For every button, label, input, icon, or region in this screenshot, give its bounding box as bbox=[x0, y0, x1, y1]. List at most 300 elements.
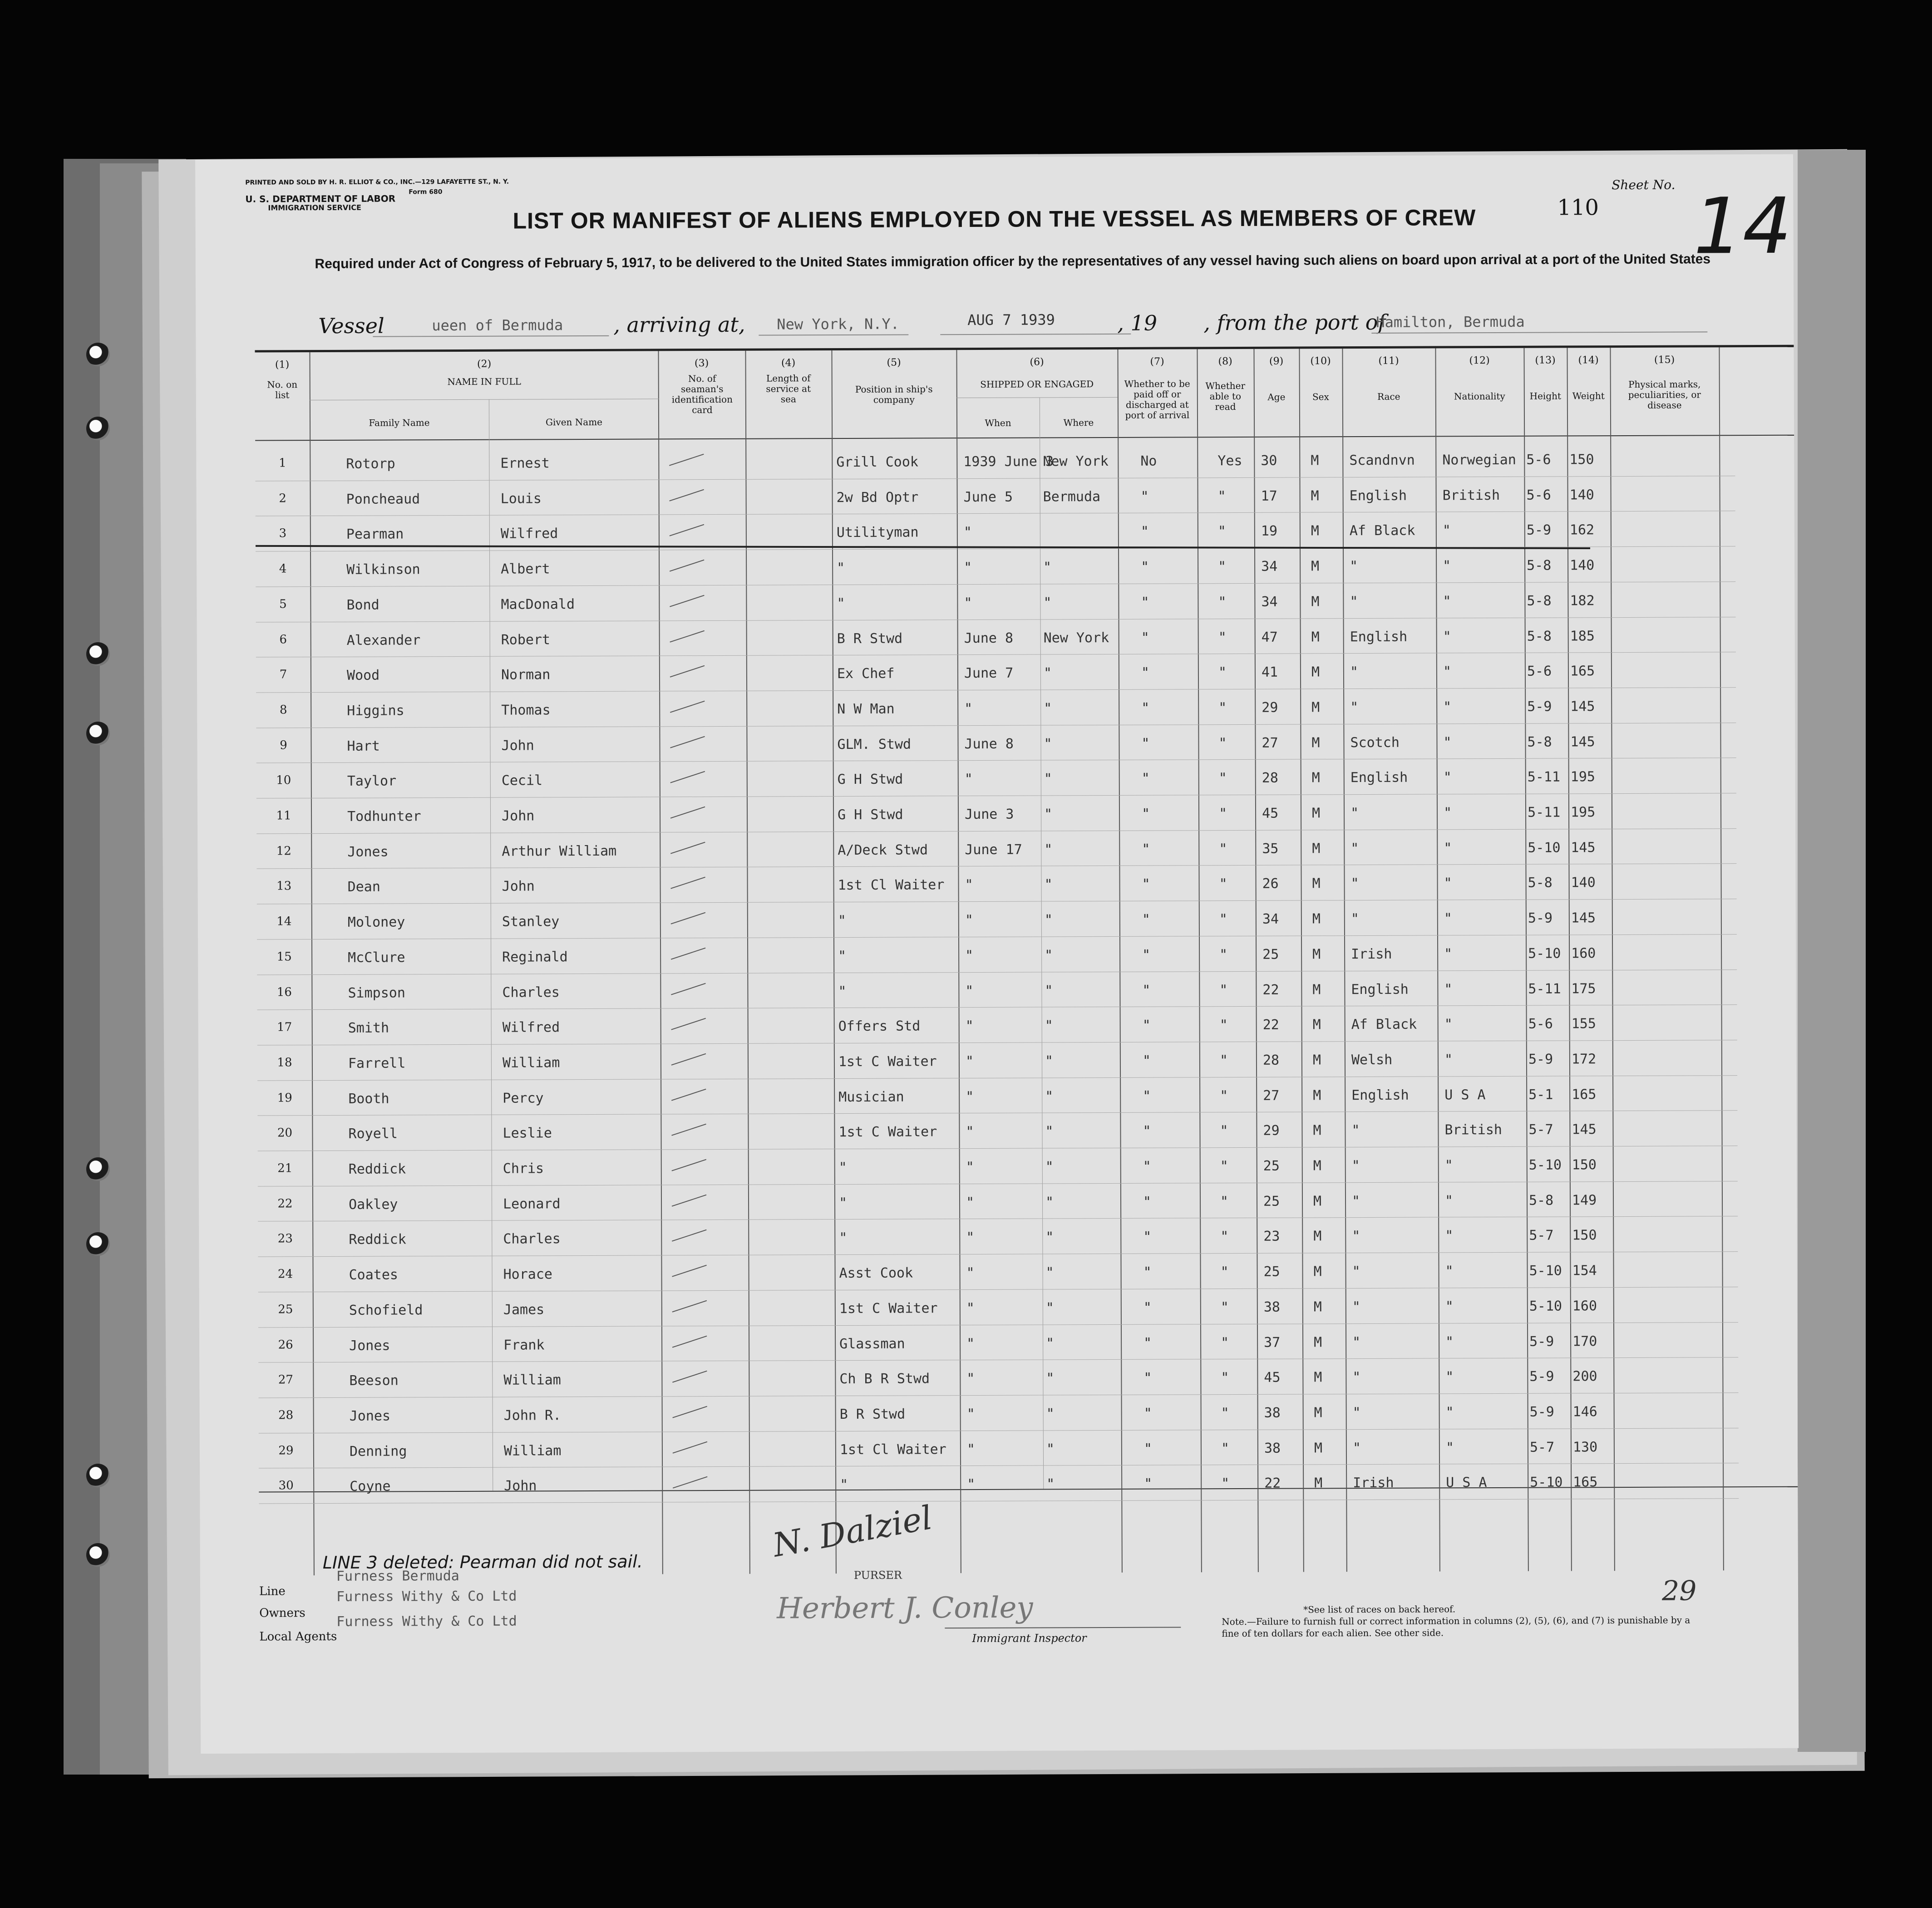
col-7-number: (7) bbox=[1150, 356, 1164, 368]
id-card-dash bbox=[672, 1300, 707, 1313]
cell-n: 14 bbox=[276, 915, 292, 929]
cell-age: 37 bbox=[1264, 1334, 1281, 1351]
cell-n: 23 bbox=[277, 1232, 293, 1246]
cell-family: Coates bbox=[349, 1267, 399, 1283]
cell-weight: 150 bbox=[1572, 1157, 1597, 1173]
cell-n: 19 bbox=[277, 1091, 292, 1105]
printer-line: PRINTED AND SOLD BY H. R. ELLIOT & CO., INC.—129 LAFAYETTE ST., N. Y. bbox=[245, 178, 509, 187]
id-card-dash bbox=[670, 630, 705, 642]
cell-when: June 8 bbox=[964, 736, 1014, 752]
arrival-underline bbox=[759, 334, 908, 336]
cell-where: " bbox=[1044, 876, 1053, 893]
cell-given: Albert bbox=[501, 561, 550, 577]
cell-race: " bbox=[1352, 1404, 1361, 1421]
cell-paid: " bbox=[1142, 911, 1150, 928]
where-header: Where bbox=[1063, 417, 1094, 428]
cell-when: " bbox=[966, 1441, 976, 1457]
cell-given: Stanley bbox=[502, 914, 560, 930]
cell-given: Wilfred bbox=[502, 1019, 560, 1036]
cell-paid: " bbox=[1143, 1441, 1153, 1457]
cell-n: 30 bbox=[278, 1479, 294, 1493]
col-11-header: Race bbox=[1377, 391, 1400, 402]
cell-where: " bbox=[1044, 806, 1053, 822]
cell-height: 5-7 bbox=[1529, 1439, 1555, 1456]
cell-nationality: " bbox=[1442, 522, 1451, 539]
cell-read: " bbox=[1220, 1087, 1228, 1104]
shipped-subheader-rule bbox=[956, 397, 1118, 398]
when-header: When bbox=[985, 417, 1011, 428]
cell-given: Horace bbox=[503, 1266, 553, 1283]
cell-family: Taylor bbox=[347, 773, 397, 790]
id-card-dash bbox=[669, 489, 704, 501]
cell-sex: M bbox=[1311, 523, 1319, 539]
cell-sex: M bbox=[1311, 805, 1321, 821]
cell-weight: 160 bbox=[1571, 945, 1596, 962]
cell-nationality: " bbox=[1443, 593, 1451, 610]
deletion-note: LINE 3 deleted: Pearman did not sail. bbox=[322, 1551, 643, 1573]
cell-paid: " bbox=[1141, 700, 1150, 716]
cell-age: 34 bbox=[1261, 594, 1278, 610]
cell-nationality: " bbox=[1444, 946, 1453, 962]
cell-paid: " bbox=[1142, 1017, 1151, 1033]
cell-n: 7 bbox=[279, 668, 287, 682]
cell-read: " bbox=[1219, 946, 1228, 963]
cell-weight: 145 bbox=[1572, 1121, 1597, 1138]
col-2-number: (2) bbox=[477, 358, 492, 370]
cell-sex: M bbox=[1312, 1052, 1321, 1068]
cell-when: " bbox=[965, 1018, 974, 1034]
cell-read: " bbox=[1218, 735, 1227, 751]
cell-paid: " bbox=[1141, 770, 1150, 787]
table-row bbox=[196, 441, 1676, 481]
cell-height: 5-10 bbox=[1529, 1263, 1562, 1279]
cell-when: " bbox=[965, 912, 973, 929]
col-9-number: (9) bbox=[1269, 355, 1284, 367]
cell-family: Rotorp bbox=[346, 456, 395, 472]
cell-when: " bbox=[966, 1300, 975, 1316]
cell-race: English bbox=[1349, 487, 1407, 504]
from-port-label: , from the port of bbox=[1203, 310, 1386, 335]
cell-height: 5-9 bbox=[1528, 1051, 1553, 1067]
cell-position: G H Stwd bbox=[837, 806, 903, 823]
cell-given: Wilfred bbox=[500, 526, 558, 542]
service-name: IMMIGRATION SERVICE bbox=[268, 203, 361, 212]
id-card-dash bbox=[670, 806, 705, 819]
cell-sex: M bbox=[1311, 558, 1320, 575]
cell-where: " bbox=[1045, 1194, 1054, 1210]
cell-when: " bbox=[966, 1229, 975, 1246]
cell-family: Wood bbox=[346, 667, 380, 684]
cell-age: 45 bbox=[1264, 1369, 1281, 1386]
cell-when: June 8 bbox=[964, 630, 1014, 646]
cell-race: " bbox=[1352, 1369, 1361, 1386]
cell-family: Jones bbox=[349, 1408, 391, 1424]
cell-where: Bermuda bbox=[1043, 488, 1101, 505]
table-row bbox=[197, 828, 1677, 869]
cell-where: " bbox=[1044, 841, 1053, 858]
cell-age: 27 bbox=[1263, 1087, 1280, 1104]
cell-nationality: " bbox=[1444, 1016, 1453, 1033]
cell-race: English bbox=[1350, 769, 1408, 786]
cell-sex: M bbox=[1314, 1440, 1323, 1456]
header-bottom-rule bbox=[255, 435, 1794, 441]
cell-read: " bbox=[1220, 1123, 1228, 1139]
cell-read: " bbox=[1221, 1440, 1230, 1456]
cell-paid: " bbox=[1142, 982, 1151, 998]
cell-sex: M bbox=[1312, 875, 1321, 892]
cell-paid: " bbox=[1142, 1052, 1151, 1069]
cell-race: " bbox=[1350, 911, 1359, 927]
id-card-dash bbox=[671, 912, 706, 924]
cell-height: 5-11 bbox=[1527, 769, 1561, 786]
cell-when: June 3 bbox=[964, 806, 1014, 823]
cell-read: " bbox=[1219, 911, 1227, 928]
cell-nationality: U S A bbox=[1446, 1475, 1487, 1491]
cell-position: Utilityman bbox=[836, 524, 919, 541]
cell-nationality: " bbox=[1443, 769, 1452, 786]
cell-nationality: " bbox=[1443, 664, 1452, 680]
cell-paid: " bbox=[1143, 1229, 1152, 1245]
cell-when: " bbox=[964, 560, 972, 576]
family-name-header: Family Name bbox=[369, 417, 430, 428]
cell-age: 23 bbox=[1263, 1229, 1280, 1245]
cell-weight: 145 bbox=[1571, 910, 1596, 926]
col-6-header: SHIPPED OR ENGAGED bbox=[980, 379, 1094, 390]
cell-family: Booth bbox=[348, 1091, 389, 1107]
id-card-dash bbox=[670, 771, 705, 783]
cell-position: 1st Cl Waiter bbox=[839, 1441, 946, 1458]
id-card-dash bbox=[671, 1088, 706, 1101]
cell-when: June 17 bbox=[965, 841, 1022, 858]
id-card-dash bbox=[671, 1124, 706, 1136]
cell-race: " bbox=[1350, 664, 1359, 680]
cell-read: " bbox=[1219, 982, 1228, 998]
local-agents-label: Local Agents bbox=[259, 1629, 337, 1644]
cell-where: " bbox=[1045, 982, 1053, 998]
col-14-header: Weight bbox=[1572, 390, 1605, 402]
cell-given: John bbox=[501, 808, 535, 824]
cell-family: Todhunter bbox=[347, 808, 421, 825]
cell-nationality: " bbox=[1444, 1157, 1453, 1174]
cell-sex: M bbox=[1311, 734, 1320, 751]
cell-nationality: " bbox=[1444, 981, 1453, 997]
cell-height: 5-8 bbox=[1527, 734, 1552, 750]
cell-given: Percy bbox=[503, 1090, 544, 1106]
cell-position: " bbox=[837, 560, 845, 576]
cell-family: Bond bbox=[346, 597, 380, 613]
cell-weight: 154 bbox=[1572, 1263, 1597, 1279]
cell-age: 28 bbox=[1262, 770, 1278, 787]
cell-nationality: " bbox=[1443, 805, 1452, 821]
cell-age: 38 bbox=[1264, 1440, 1281, 1456]
col-1-number: (1) bbox=[275, 359, 290, 371]
cell-given: Arthur William bbox=[502, 843, 617, 860]
cell-position: Musician bbox=[838, 1089, 904, 1105]
cell-weight: 165 bbox=[1573, 1474, 1598, 1490]
cell-given: Louis bbox=[500, 491, 542, 507]
line-label: Line bbox=[259, 1584, 286, 1598]
cell-position: A/Deck Stwd bbox=[838, 842, 928, 858]
cell-n: 18 bbox=[277, 1056, 292, 1070]
cell-read: " bbox=[1218, 770, 1227, 787]
cell-family: Schofield bbox=[349, 1302, 423, 1318]
requirement-text: Required under Act of Congress of February 5, 1917, to be delivered to the United States immigration officer by the representatives of any vessel having such aliens on board upon arrival at a port of the United States bbox=[315, 251, 1711, 272]
cell-race: Scandnvn bbox=[1349, 452, 1415, 469]
cell-height: 5-6 bbox=[1527, 663, 1552, 679]
cell-given: Norman bbox=[501, 667, 551, 683]
col-12-number: (12) bbox=[1469, 355, 1490, 367]
cell-when: " bbox=[966, 1335, 975, 1352]
cell-paid: " bbox=[1141, 806, 1150, 822]
col-3-number: (3) bbox=[694, 358, 709, 369]
table-row bbox=[199, 1216, 1679, 1257]
inspector-signature-line bbox=[945, 1627, 1181, 1628]
cell-paid: " bbox=[1143, 1370, 1152, 1386]
cell-when: " bbox=[965, 1053, 974, 1069]
cell-position: B R Stwd bbox=[837, 630, 903, 647]
cell-position: GLM. Stwd bbox=[837, 736, 912, 752]
owners-value: Furness Withy & Co Ltd bbox=[336, 1588, 517, 1605]
cell-paid: " bbox=[1141, 664, 1150, 681]
cell-position: " bbox=[838, 913, 846, 929]
cell-race: " bbox=[1352, 1440, 1361, 1456]
table-row bbox=[197, 723, 1677, 763]
cell-age: 22 bbox=[1264, 1475, 1281, 1492]
cell-race: " bbox=[1351, 1158, 1360, 1174]
cell-n: 24 bbox=[277, 1267, 293, 1281]
cell-where: " bbox=[1045, 1229, 1054, 1245]
owners-label: Owners bbox=[259, 1606, 306, 1620]
cell-sex: M bbox=[1312, 981, 1321, 998]
cell-height: 5-10 bbox=[1528, 1157, 1562, 1173]
col-5-header: Position in ship's company bbox=[855, 384, 933, 405]
cell-n: 2 bbox=[279, 491, 286, 506]
cell-position: Grill Cook bbox=[836, 454, 919, 471]
cell-where: " bbox=[1046, 1476, 1055, 1492]
footnote-penalty: Note.—Failure to furnish full or correct information in columns (2), (5), (6), and (7) is punishable by a fine of ten dollars for each alien. See other side. bbox=[1222, 1614, 1690, 1639]
cell-age: 47 bbox=[1261, 629, 1278, 645]
cell-race: " bbox=[1350, 558, 1358, 575]
cell-n: 27 bbox=[278, 1373, 293, 1387]
binder-hole bbox=[86, 1157, 110, 1181]
id-card-dash bbox=[670, 841, 705, 854]
cell-paid: " bbox=[1141, 594, 1149, 610]
cell-position: 1st Cl Waiter bbox=[838, 877, 945, 894]
cell-age: 29 bbox=[1263, 1122, 1280, 1139]
binder-hole bbox=[86, 1464, 110, 1487]
cell-where: " bbox=[1046, 1441, 1055, 1457]
id-card-dash bbox=[672, 1229, 707, 1242]
cell-sex: M bbox=[1313, 1228, 1322, 1244]
id-card-dash bbox=[671, 948, 706, 960]
binder-hole bbox=[86, 1232, 110, 1256]
cell-weight: 146 bbox=[1572, 1404, 1597, 1420]
cell-family: Simpson bbox=[348, 984, 405, 1001]
cell-position: " bbox=[838, 1195, 848, 1211]
cell-n: 28 bbox=[278, 1408, 294, 1422]
cell-given: William bbox=[503, 1372, 561, 1388]
cell-height: 5-11 bbox=[1528, 981, 1561, 997]
cell-age: 34 bbox=[1262, 911, 1279, 927]
cell-age: 22 bbox=[1262, 1017, 1279, 1033]
table-row bbox=[198, 1040, 1678, 1080]
cell-race: " bbox=[1350, 699, 1359, 716]
cell-family: Oakley bbox=[348, 1196, 398, 1213]
cell-nationality: " bbox=[1444, 875, 1452, 891]
cell-paid: " bbox=[1143, 1405, 1152, 1421]
id-card-dash bbox=[673, 1476, 708, 1489]
cell-sex: M bbox=[1313, 1299, 1322, 1315]
cell-family: Reddick bbox=[349, 1231, 406, 1248]
cell-when: " bbox=[964, 700, 973, 717]
cell-given: Chris bbox=[503, 1161, 544, 1177]
cell-n: 11 bbox=[276, 809, 291, 823]
cell-where: " bbox=[1046, 1370, 1055, 1387]
cell-weight: 195 bbox=[1570, 804, 1596, 821]
cell-age: 30 bbox=[1261, 452, 1277, 469]
cell-family: Jones bbox=[349, 1338, 390, 1354]
table-row bbox=[198, 1005, 1678, 1045]
cell-where: " bbox=[1044, 912, 1053, 928]
cell-age: 35 bbox=[1262, 841, 1279, 857]
cell-nationality: " bbox=[1445, 1333, 1454, 1350]
id-card-dash bbox=[670, 665, 705, 678]
footnote bbox=[1222, 1602, 1698, 1639]
cell-height: 5-9 bbox=[1529, 1404, 1554, 1420]
cell-height: 5-10 bbox=[1529, 1298, 1562, 1314]
table-row bbox=[199, 1322, 1679, 1362]
cell-n: 3 bbox=[279, 526, 287, 541]
cell-family: Beeson bbox=[349, 1372, 399, 1389]
cell-read: " bbox=[1221, 1405, 1229, 1421]
cell-paid: " bbox=[1140, 524, 1149, 540]
cell-sex: M bbox=[1314, 1369, 1322, 1386]
table-top-rule bbox=[255, 345, 1794, 353]
binder-hole bbox=[86, 1543, 110, 1567]
col-3-header: No. of seaman's identification card bbox=[671, 373, 733, 416]
table-row bbox=[199, 1146, 1679, 1186]
col-12-header: Nationality bbox=[1454, 390, 1505, 402]
cell-height: 5-9 bbox=[1529, 1368, 1554, 1385]
cell-family: Pearman bbox=[346, 526, 404, 543]
cell-position: Ch B R Stwd bbox=[839, 1371, 930, 1387]
cell-weight: 140 bbox=[1569, 487, 1594, 503]
col-1-header: No. on list bbox=[267, 379, 298, 401]
cell-age: 25 bbox=[1263, 1264, 1280, 1280]
cell-read: " bbox=[1220, 1299, 1229, 1315]
cell-where: New York bbox=[1043, 453, 1109, 470]
table-row bbox=[197, 793, 1677, 834]
vessel-label: Vessel bbox=[318, 313, 384, 339]
cell-age: 17 bbox=[1261, 488, 1277, 504]
cell-family: Poncheaud bbox=[346, 491, 420, 507]
cell-n: 20 bbox=[277, 1126, 293, 1140]
cell-when: " bbox=[966, 1124, 974, 1140]
cell-when: " bbox=[964, 595, 972, 611]
cell-sex: M bbox=[1314, 1334, 1322, 1350]
cell-paid: " bbox=[1141, 735, 1150, 752]
cell-paid: " bbox=[1142, 947, 1151, 963]
cell-read: " bbox=[1218, 664, 1227, 681]
id-card-dash bbox=[671, 1018, 706, 1030]
cell-sex: M bbox=[1311, 770, 1320, 786]
cell-sex: M bbox=[1313, 1122, 1321, 1139]
cell-where: " bbox=[1044, 700, 1052, 717]
cell-weight: 165 bbox=[1570, 663, 1595, 679]
cell-sex: M bbox=[1311, 488, 1319, 504]
cell-sex: M bbox=[1313, 1193, 1322, 1210]
cell-height: 5-7 bbox=[1528, 1121, 1553, 1138]
cell-read: " bbox=[1218, 559, 1227, 575]
cell-sex: M bbox=[1312, 946, 1321, 963]
cell-weight: 182 bbox=[1570, 593, 1595, 609]
cell-given: Reginald bbox=[502, 949, 568, 965]
cell-when: " bbox=[966, 1406, 975, 1422]
cell-height: 5-7 bbox=[1529, 1227, 1554, 1244]
arrival-port: New York, N.Y. bbox=[777, 315, 900, 333]
cell-family: Hart bbox=[347, 738, 380, 754]
cell-family: Farrell bbox=[348, 1055, 406, 1072]
cell-height: 5-9 bbox=[1527, 698, 1552, 715]
cell-position: 1st C Waiter bbox=[839, 1300, 938, 1317]
cell-read: " bbox=[1218, 699, 1227, 716]
table-row bbox=[200, 1428, 1680, 1468]
cell-race: Scotch bbox=[1350, 734, 1400, 751]
cell-where: New York bbox=[1043, 629, 1109, 646]
col-8-header: Whether able to read bbox=[1205, 380, 1246, 413]
cell-age: 45 bbox=[1262, 805, 1279, 821]
cell-read: Yes bbox=[1217, 452, 1242, 469]
line-value: Furness Bermuda bbox=[336, 1568, 459, 1584]
cell-family: Alexander bbox=[346, 632, 421, 649]
cell-when: " bbox=[964, 771, 973, 787]
cell-weight: 140 bbox=[1571, 875, 1596, 891]
col-9-header: Age bbox=[1267, 391, 1286, 403]
table-row bbox=[197, 758, 1677, 798]
cell-sex: M bbox=[1314, 1405, 1322, 1421]
cell-position: " bbox=[838, 948, 847, 964]
binder-hole bbox=[86, 642, 110, 666]
cell-weight: 160 bbox=[1572, 1298, 1597, 1314]
cell-position: Glassman bbox=[839, 1336, 905, 1352]
col-13-header: Height bbox=[1529, 390, 1562, 402]
cell-position: " bbox=[839, 1230, 848, 1246]
port-underline bbox=[1371, 331, 1707, 334]
cell-when: " bbox=[966, 1159, 974, 1175]
sheet-number-printed: 110 bbox=[1557, 195, 1599, 221]
cell-paid: " bbox=[1140, 488, 1149, 505]
table-row bbox=[199, 1287, 1679, 1327]
id-card-dash bbox=[672, 1371, 707, 1383]
id-card-dash bbox=[669, 454, 704, 466]
col-15-number: (15) bbox=[1654, 354, 1675, 366]
vessel-underline bbox=[373, 335, 609, 337]
id-card-dash bbox=[672, 1335, 707, 1347]
cell-position: Asst Cook bbox=[839, 1265, 913, 1282]
cell-read: " bbox=[1220, 1158, 1228, 1175]
purser-label: PURSER bbox=[853, 1569, 902, 1582]
cell-nationality: U S A bbox=[1444, 1087, 1486, 1103]
page-title: LIST OR MANIFEST OF ALIENS EMPLOYED ON THE VESSEL AS MEMBERS OF CREW bbox=[513, 205, 1476, 234]
table-row bbox=[198, 969, 1678, 1010]
page-edge-right bbox=[1798, 150, 1866, 1752]
cell-where: " bbox=[1043, 665, 1052, 681]
cell-read: " bbox=[1219, 1017, 1228, 1033]
cell-n: 21 bbox=[277, 1161, 293, 1175]
cell-sex: M bbox=[1311, 452, 1319, 469]
inspector-label: Immigrant Inspector bbox=[972, 1632, 1087, 1645]
cell-read: " bbox=[1220, 1193, 1229, 1210]
